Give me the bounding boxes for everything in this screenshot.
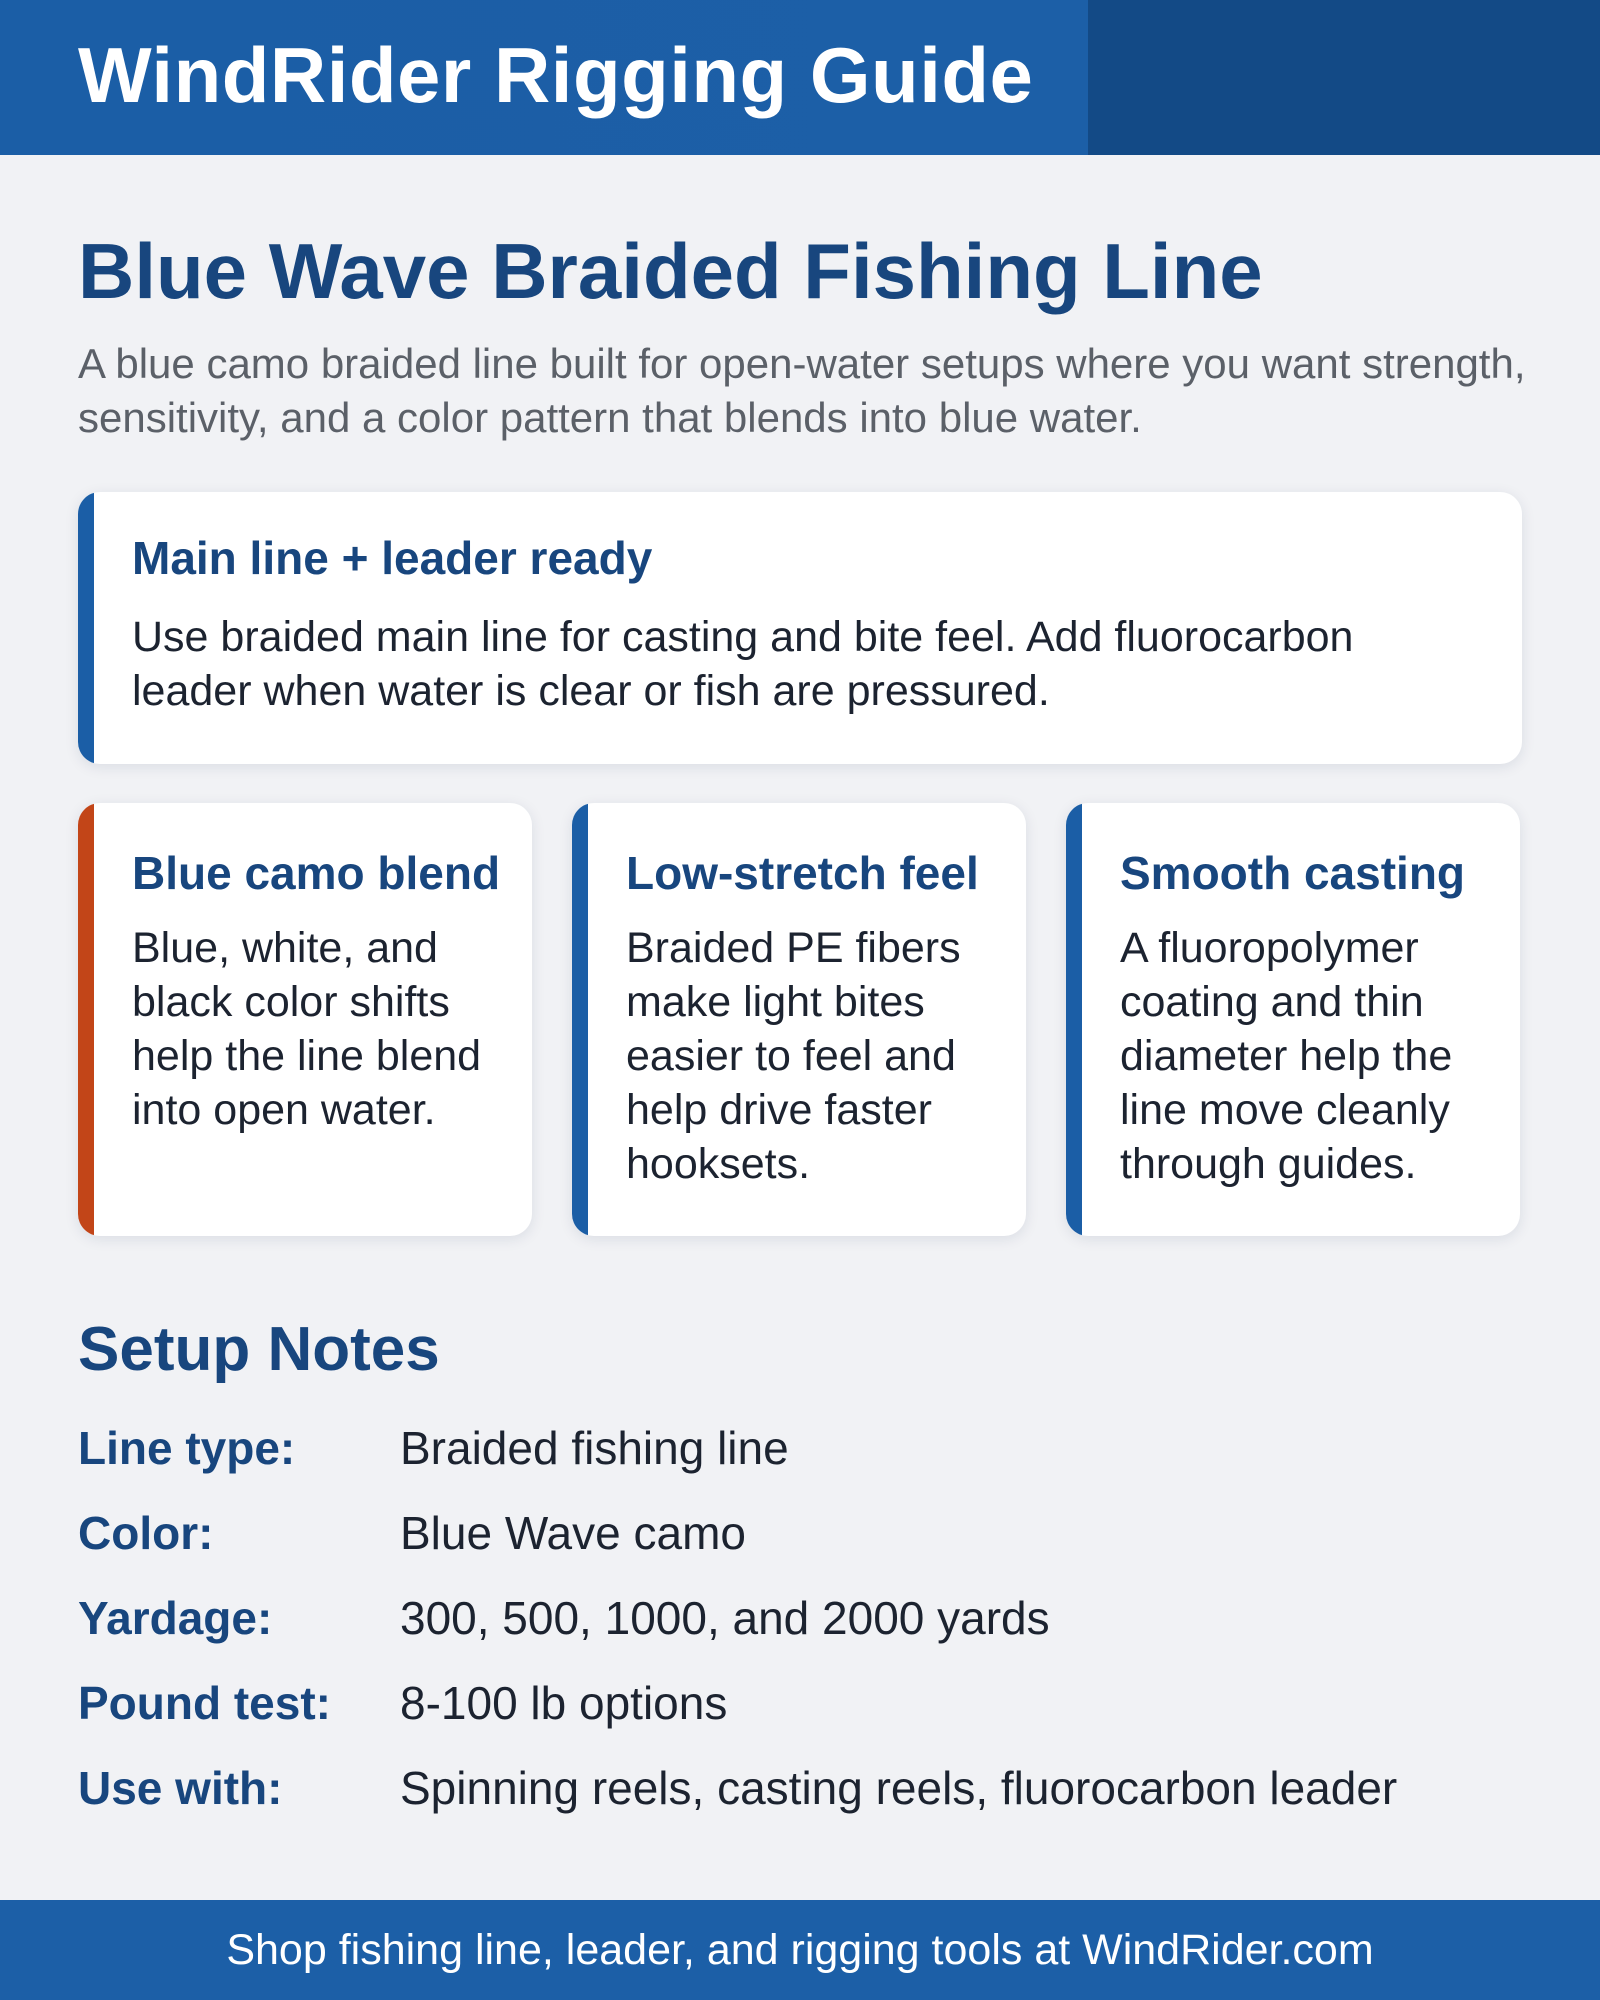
- spec-value: Spinning reels, casting reels, fluorocarbon leader: [400, 1762, 1398, 1814]
- card-title: Blue camo blend: [132, 847, 501, 899]
- footer-text[interactable]: Shop fishing line, leader, and rigging tools at WindRider.com: [226, 1926, 1374, 1974]
- spec-value: 8-100 lb options: [400, 1677, 728, 1729]
- spec-value: Braided fishing line: [400, 1422, 789, 1474]
- header-bar: [0, 0, 1600, 155]
- feature-card-camo: [78, 803, 532, 1236]
- spec-value: 300, 500, 1000, and 2000 yards: [400, 1592, 1050, 1644]
- spec-label: Yardage:: [78, 1592, 273, 1644]
- spec-label: Color:: [78, 1507, 214, 1559]
- main-line-card: [78, 492, 1522, 764]
- spec-row: [78, 1588, 1538, 1658]
- card-title: Low-stretch feel: [626, 847, 979, 899]
- footer-bar: [0, 1900, 1600, 2000]
- feature-card-casting: [1066, 803, 1520, 1236]
- card-body: A fluoropolymer coating and thin diameter help the line move cleanly through guides.: [1120, 924, 1453, 1188]
- feature-card-stretch: [572, 803, 1026, 1236]
- spec-row: [78, 1418, 1538, 1488]
- card-title: Smooth casting: [1120, 847, 1466, 899]
- spec-row: [78, 1503, 1538, 1573]
- page-title: Blue Wave Braided Fishing Line: [78, 227, 1263, 315]
- setup-notes-title: Setup Notes: [78, 1315, 440, 1384]
- card-body: Use braided main line for casting and bite feel. Add fluorocarbon leader when water is clear or fish are pressured.: [132, 613, 1354, 715]
- spec-label: Line type:: [78, 1422, 296, 1474]
- spec-row: [78, 1758, 1538, 1828]
- spec-row: [78, 1673, 1538, 1743]
- spec-label: Pound test:: [78, 1677, 331, 1729]
- card-body: Blue, white, and black color shifts help the line blend into open water.: [132, 924, 482, 1134]
- spec-value: Blue Wave camo: [400, 1507, 746, 1559]
- card-title: Main line + leader ready: [132, 532, 653, 584]
- product-intro: A blue camo braided line built for open-water setups where you want strength, sensitivity, and a color pattern that blends into blue water.: [78, 340, 1526, 441]
- header-title: WindRider Rigging Guide: [78, 31, 1034, 119]
- spec-label: Use with:: [78, 1762, 283, 1814]
- card-body: Braided PE fibers make light bites easier to feel and help drive faster hooksets.: [626, 924, 961, 1188]
